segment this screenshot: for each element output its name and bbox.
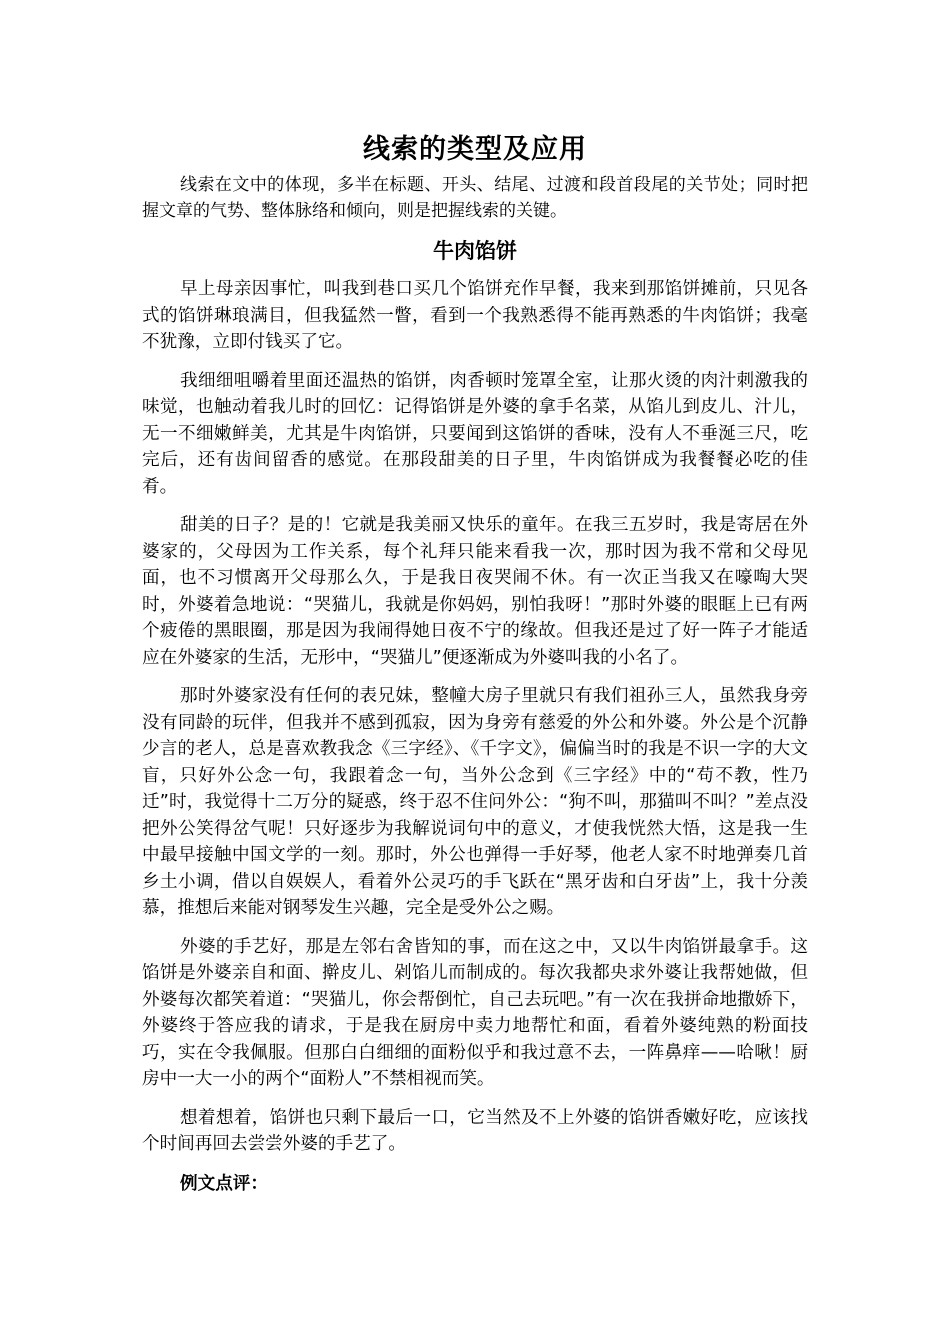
essay-title: 牛肉馅饼 [433, 239, 517, 263]
intro-paragraph: 线索在文中的体现，多半在标题、开头、结尾、过渡和段首段尾的关节处；同时把握文章的气势、整体脉络和倾向，则是把握线索的关键。 [142, 175, 808, 221]
commentary-heading: 例文点评： [180, 1173, 268, 1194]
essay-paragraph-5: 外婆的手艺好，那是左邻右舍皆知的事，而在这之中，又以牛肉馅饼最拿手。这馅饼是外婆亲自和面、擀皮儿、剁馅儿而制成的。每次我都央求外婆让我帮她做，但外婆每次都笑着道：“哭猫儿，你会帮倒忙，自己去玩吧。”有一次在我拼命地撒娇下，外婆终于答应我的请求，于是我在厨房中卖力地帮忙和面，看着外婆纯熟的粉面技巧，实在令我佩服。但那白白细细的面粉似乎和我过意不去，一阵鼻痒——哈啾！厨房中一大一小的两个“面粉人”不禁相视而笑。 [142, 936, 808, 1089]
document-page [142, 130, 808, 1198]
essay-paragraph-1: 早上母亲因事忙，叫我到巷口买几个馅饼充作早餐，我来到那馅饼摊前，只见各式的馅饼琳琅满目，但我猛然一瞥，看到一个我熟悉得不能再熟悉的牛肉馅饼；我毫不犹豫，立即付钱买了它。 [142, 279, 808, 352]
document-title: 线索的类型及应用 [363, 134, 587, 165]
essay-paragraph-2: 我细细咀嚼着里面还温热的馅饼，肉香顿时笼罩全室，让那火烫的肉汁刺激我的味觉，也触动着我儿时的回忆：记得馅饼是外婆的拿手名菜，从馅儿到皮儿、汁儿，无一不细嫩鲜美，尤其是牛肉馅饼，只要闻到这馅饼的香味，没有人不垂涎三尺，吃完后，还有齿间留香的感觉。在那段甜美的日子里，牛肉馅饼成为我餐餐必吃的佳肴。 [142, 370, 808, 497]
essay-paragraph-4: 那时外婆家没有任何的表兄妹，整幢大房子里就只有我们祖孙三人，虽然我身旁没有同龄的玩伴，但我并不感到孤寂，因为身旁有慈爱的外公和外婆。外公是个沉静少言的老人，总是喜欢教我念《三字经》、《千字文》，偏偏当时的我是不识一字的大文盲，只好外公念一句，我跟着念一句，当外公念到《三字经》中的“苟不教，性乃迁”时，我觉得十二万分的疑惑，终于忍不住问外公：“狗不叫，那猫叫不叫？”差点没把外公笑得岔气呢！只好逐步为我解说词句中的意义，才使我恍然大悟，这是我一生中最早接触中国文学的一刻。那时，外公也弹得一手好琴，他老人家不时地弹奏几首乡土小调，借以自娱娱人，看着外公灵巧的手飞跃在“黑牙齿和白牙齿”上，我十分羡慕，推想后来能对钢琴发生兴趣，完全是受外公之赐。 [142, 686, 808, 918]
essay-paragraph-6: 想着想着，馅饼也只剩下最后一口，它当然及不上外婆的馅饼香嫩好吃，应该找个时间再回去尝尝外婆的手艺了。 [142, 1107, 808, 1154]
essay-paragraph-3: 甜美的日子？是的！它就是我美丽又快乐的童年。在我三五岁时，我是寄居在外婆家的，父母因为工作关系，每个礼拜只能来看我一次，那时因为我不常和父母见面，也不习惯离开父母那么久，于是我日夜哭闹不休。有一次正当我又在嚎啕大哭时，外婆着急地说：“哭猫儿，我就是你妈妈，别怕我呀！”那时外婆的眼眶上已有两个疲倦的黑眼圈，那是因为我闹得她日夜不宁的缘故。但我还是过了好一阵子才能适应在外婆家的生活，无形中，“哭猫儿”便逐渐成为外婆叫我的小名了。 [142, 515, 808, 668]
